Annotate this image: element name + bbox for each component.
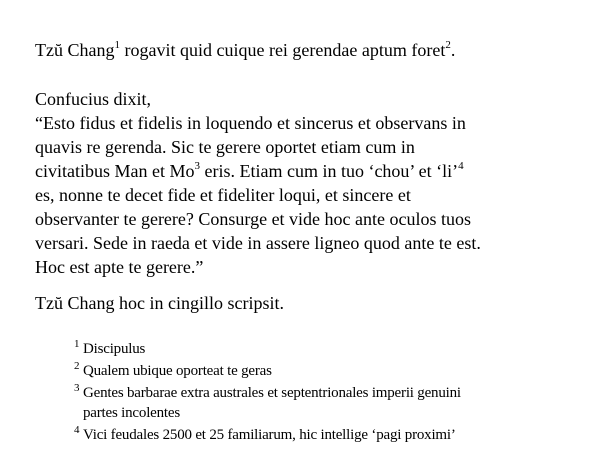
speech-line-3-end: eris. Etiam cum in tuo ‘chou’ et ‘li’ [199, 161, 459, 181]
speech-intro: Confucius dixit, [35, 89, 151, 109]
footnote-2: $^2$ Qualem ubique oporteat te geras [74, 360, 272, 379]
speech-line-6: versari. Sede in raeda et vide in assere ligneo quod ante te est. [35, 233, 481, 253]
heading-line [35, 38, 455, 62]
speech-line-4: es, nonne te decet fide et fideliter loqui, et sincere et [35, 185, 411, 205]
footnote-1: $^1$ Discipulus [74, 338, 146, 357]
footnote-ref-4: 4 [458, 160, 464, 172]
closing-line: Tzŭ Chang hoc in cingillo scripsit. [35, 293, 284, 313]
speech-line-7: Hoc est apte te gerere.” [35, 257, 204, 277]
footnote-1-text: Discipulus [83, 341, 146, 357]
footnote-3-continuation: partes incolentes [83, 405, 180, 421]
footnote-3-text: Gentes barbarae extra australes et septentrionales imperii genuini [83, 385, 461, 401]
footnote-4-text: Vici feudales 2500 et 25 familiarum, hic intellige ‘pagi proximi’ [83, 427, 456, 443]
speech-line-2: quavis re gerenda. Sic te gerere oportet etiam cum in [35, 137, 415, 157]
footnote-ref-1: 1 [114, 39, 120, 51]
heading-text-start: Tzŭ Chang [35, 40, 115, 60]
footnote-4: $^4$ Vici feudales 2500 et 25 familiarum, hic intellige ‘pagi proximi’ [74, 424, 456, 443]
speech-line-1: “Esto fidus et fidelis in loquendo et sincerus et observans in [35, 113, 466, 133]
speech-line-5: observanter te gerere? Consurge et vide hoc ante oculos tuos [35, 209, 472, 229]
speech-line-3-start: civitatibus Man et Mo [35, 161, 195, 181]
footnote-3: $^3$ Gentes barbarae extra australes et septentrionales imperii genuini [74, 382, 461, 401]
footnote-ref-3: 3 [194, 160, 200, 172]
heading-text-middle: rogavit quid cuique rei gerendae aptum foret [119, 40, 446, 60]
footnote-ref-2: 2 [445, 39, 451, 51]
speech-line-3 [35, 159, 464, 183]
heading-text-end: . [450, 40, 456, 60]
footnote-2-text: Qualem ubique oporteat te geras [83, 363, 272, 379]
